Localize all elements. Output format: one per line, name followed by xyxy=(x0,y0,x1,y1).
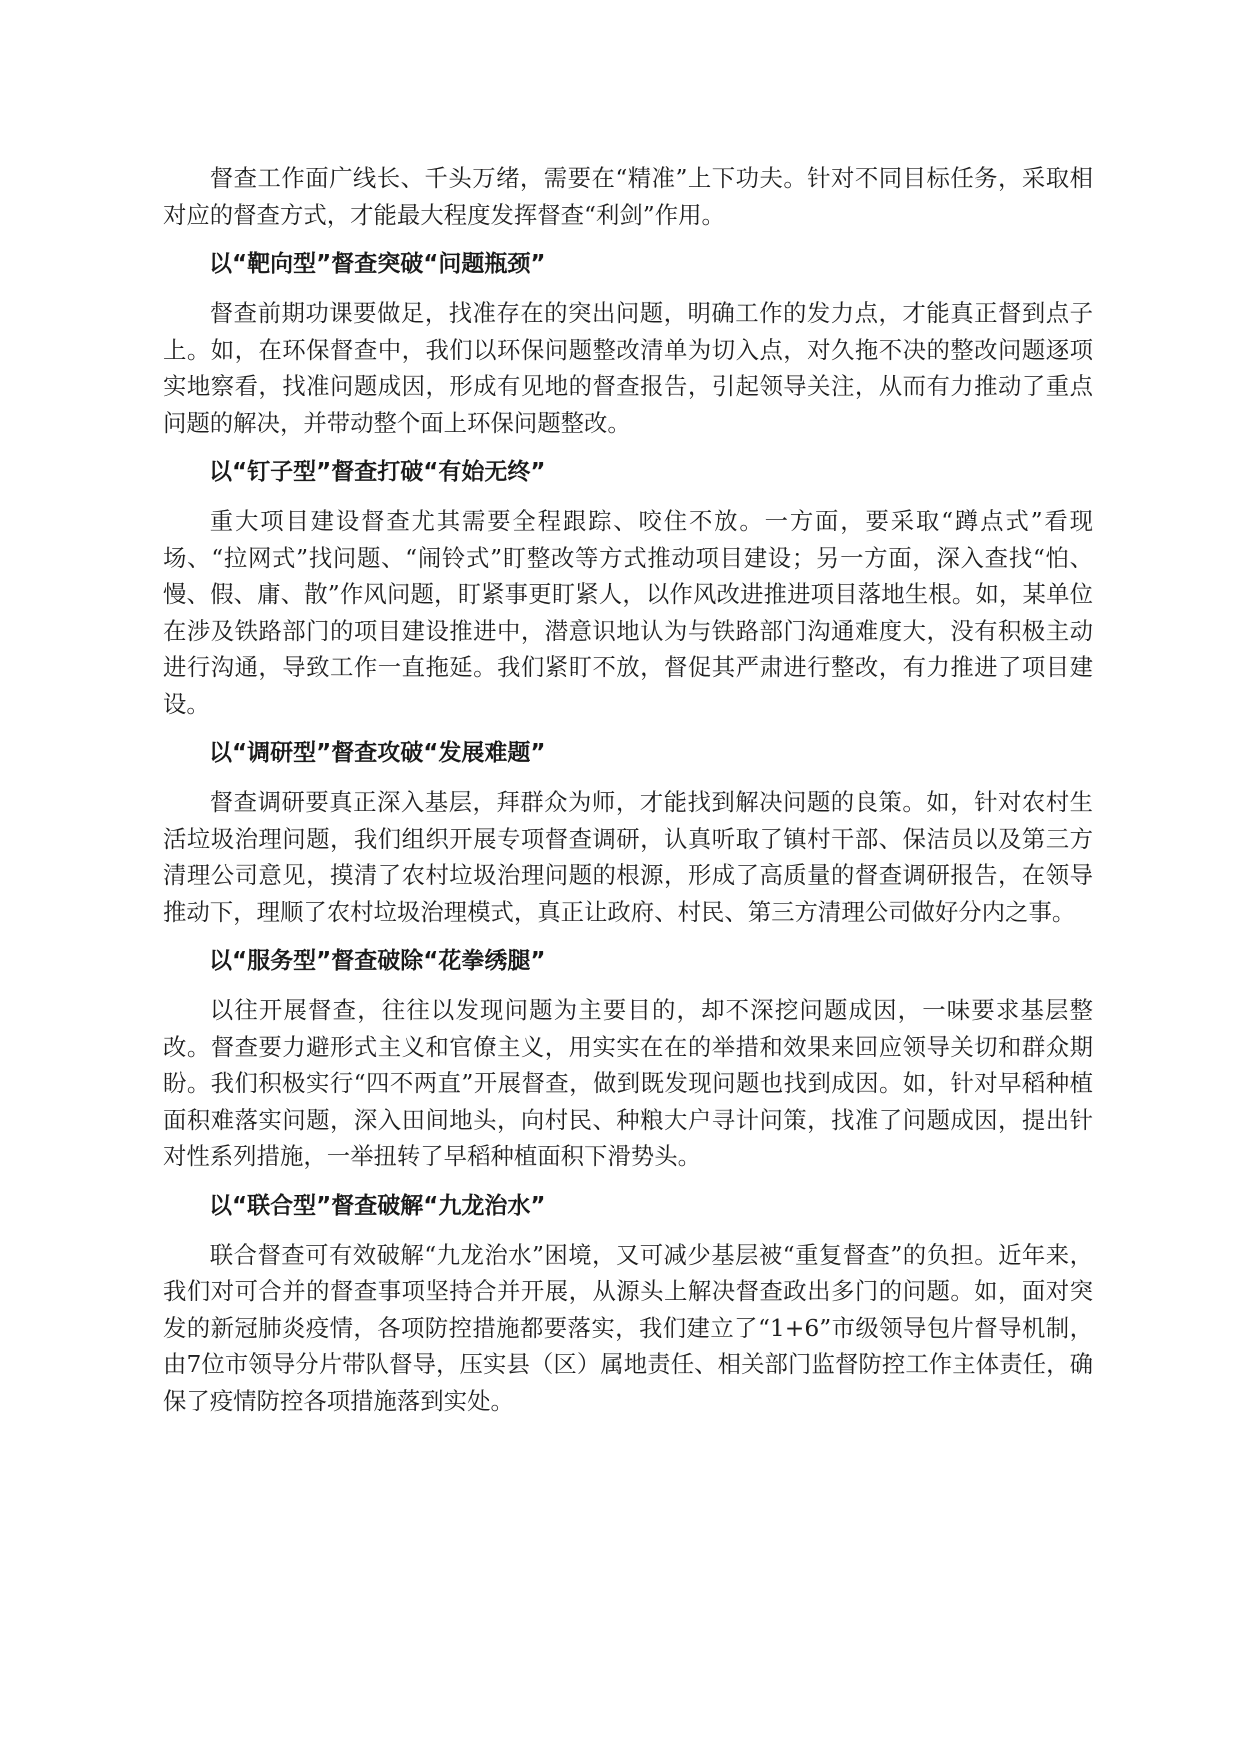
section-paragraph-1: 督查前期功课要做足，找准存在的突出问题，明确工作的发力点，才能真正督到点子上。如，在环保督查中，我们以环保问题整改清单为切入点，对久拖不决的整改问题逐项实地察看，找准问题成因，形成有见地的督查报告，引起领导关注，从而有力推动了重点问题的解决，并带动整个面上环保问题整改。 xyxy=(163,299,1093,437)
document-body xyxy=(163,160,1093,1419)
intro-paragraph: 督查工作面广线长、千头万绪，需要在“精准”上下功夫。针对不同目标任务，采取相对应的督查方式，才能最大程度发挥督查“利剑”作用。 xyxy=(163,164,1093,229)
section-paragraph-3: 督查调研要真正深入基层，拜群众为师，才能找到解决问题的良策。如，针对农村生活垃圾治理问题，我们组织开展专项督查调研，认真听取了镇村干部、保洁员以及第三方清理公司意见，摸清了农村垃圾治理问题的根源，形成了高质量的督查调研报告，在领导推动下，理顺了农村垃圾治理模式，真正让政府、村民、第三方清理公司做好分内之事。 xyxy=(163,788,1093,926)
section-paragraph-5: 联合督查可有效破解“九龙治水”困境，又可减少基层被“重复督查”的负担。近年来，我们对可合并的督查事项坚持合并开展，从源头上解决督查政出多门的问题。如，面对突发的新冠肺炎疫情，各项防控措施都要落实，我们建立了“1+6”市级领导包片督导机制，由7位市领导分片带队督导，压实县（区）属地责任、相关部门监督防控工作主体责任，确保了疫情防控各项措施落到实处。 xyxy=(163,1240,1093,1415)
section-paragraph-4: 以往开展督查，往往以发现问题为主要目的，却不深挖问题成因，一味要求基层整改。督查要力避形式主义和官僚主义，用实实在在的举措和效果来回应领导关切和群众期盼。我们积极实行“四不两直”开展督查，做到既发现问题也找到成因。如，针对早稻种植面积难落实问题，深入田间地头，向村民、种粮大户寻计问策，找准了问题成因，提出针对性系列措施，一举扭转了早稻种植面积下滑势头。 xyxy=(163,996,1093,1170)
section-heading-4: 以“服务型”督查破除“花拳绣腿” xyxy=(209,948,546,974)
section-heading-1: 以“靶向型”督查突破“问题瓶颈” xyxy=(209,251,546,277)
section-heading-5: 以“联合型”督查破解“九龙治水” xyxy=(209,1192,546,1219)
section-heading-2: 以“钉子型”督查打破“有始无终” xyxy=(209,459,546,485)
section-paragraph-2: 重大项目建设督查尤其需要全程跟踪、咬住不放。一方面，要采取“蹲点式”看现场、“拉网式”找问题、“闹铃式”盯整改等方式推动项目建设；另一方面，深入查找“怕、慢、假、庸、散”作风问题，盯紧事更盯紧人，以作风改进推进项目落地生根。如，某单位在涉及铁路部门的项目建设推进中，潜意识地认为与铁路部门沟通难度大，没有积极主动进行沟通，导致工作一直拖延。我们紧盯不放，督促其严肃进行整改，有力推进了项目建设。 xyxy=(163,507,1093,718)
section-heading-3: 以“调研型”督查攻破“发展难题” xyxy=(209,740,546,766)
